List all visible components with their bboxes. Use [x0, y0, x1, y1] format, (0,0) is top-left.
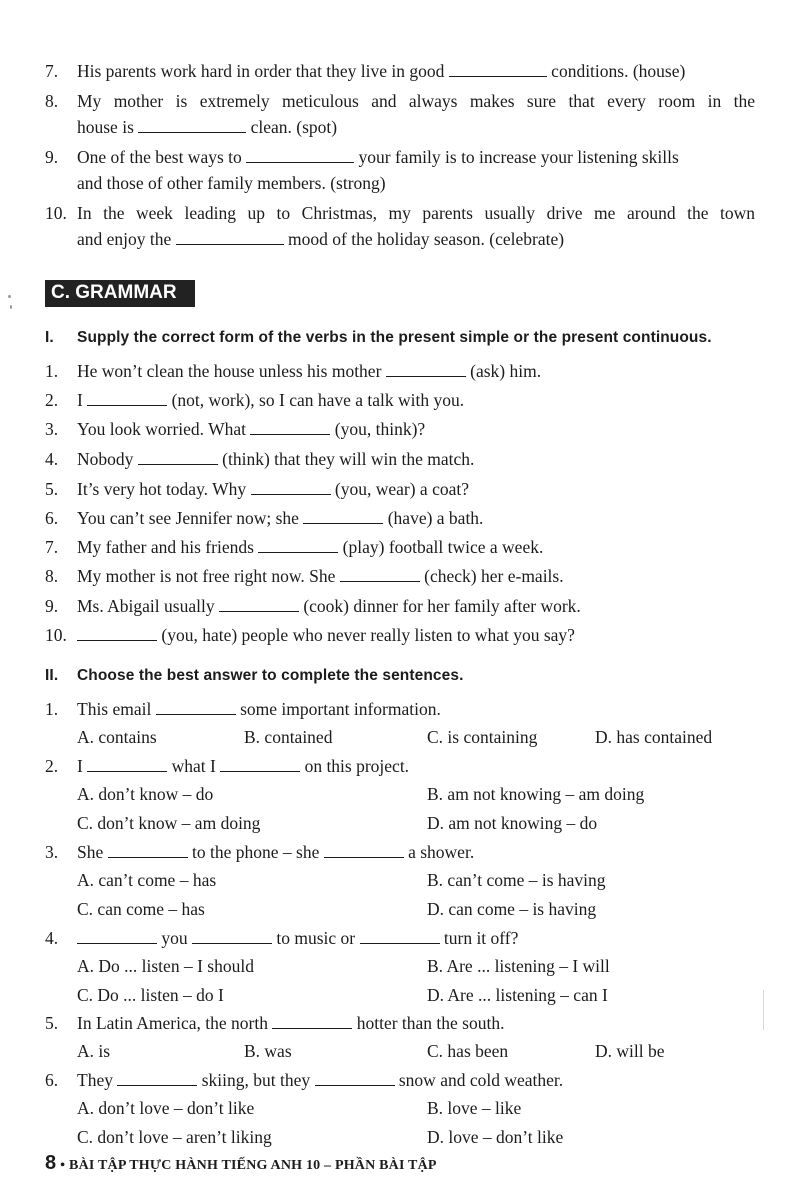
- item-text: (you, think)?: [334, 419, 426, 439]
- answer-option[interactable]: D. has contained: [595, 727, 713, 747]
- answer-option[interactable]: B. was: [244, 1041, 292, 1061]
- item-text: mood of the holiday season. (celebrate): [288, 229, 565, 249]
- item-text: on this project.: [304, 756, 410, 776]
- answer-option[interactable]: D. love – don’t like: [427, 1127, 564, 1147]
- answer-blank[interactable]: [272, 1014, 352, 1029]
- item-text: conditions. (house): [551, 61, 686, 81]
- item-text: (ask) him.: [470, 361, 542, 381]
- answer-option[interactable]: A. is: [77, 1041, 111, 1061]
- item-text: My father and his friends: [77, 537, 254, 557]
- item-text: what I: [171, 756, 216, 776]
- answer-blank[interactable]: [156, 700, 236, 715]
- item-number: 5.: [45, 1013, 59, 1033]
- item-text: I: [77, 390, 83, 410]
- item-number: 6.: [45, 1070, 59, 1090]
- item-text: You can’t see Jennifer now; she: [77, 508, 299, 528]
- answer-blank[interactable]: [108, 843, 188, 858]
- answer-option[interactable]: B. contained: [244, 727, 333, 747]
- item-text: you: [161, 928, 188, 948]
- scan-artifact-line: [763, 990, 764, 1030]
- item-text: to the phone – she: [192, 842, 320, 862]
- verb-item: [45, 505, 755, 531]
- item-text: My mother is not free right now. She: [77, 566, 336, 586]
- bullet: •: [60, 1158, 66, 1173]
- answer-option[interactable]: A. Do ... listen – I should: [77, 956, 254, 976]
- answer-blank[interactable]: [176, 230, 284, 245]
- item-number: 8.: [45, 91, 59, 111]
- answer-blank[interactable]: [77, 929, 157, 944]
- answer-blank[interactable]: [87, 757, 167, 772]
- answer-option[interactable]: A. contains: [77, 727, 157, 747]
- item-text: and enjoy the: [77, 229, 172, 249]
- item-number: 2.: [45, 756, 59, 776]
- answer-blank[interactable]: [386, 362, 466, 377]
- answer-blank[interactable]: [77, 626, 157, 641]
- answer-option[interactable]: B. am not knowing – am doing: [427, 784, 645, 804]
- verb-item: [45, 358, 755, 384]
- mcq-item: [45, 925, 755, 951]
- item-number: 6.: [45, 508, 59, 528]
- answer-option[interactable]: C. don’t love – aren’t liking: [77, 1127, 272, 1147]
- section-heading: C. GRAMMAR: [45, 280, 195, 306]
- answer-option[interactable]: D. can come – is having: [427, 899, 597, 919]
- mcq-item: [45, 1067, 755, 1093]
- item-number: 4.: [45, 928, 59, 948]
- verb-item: [45, 622, 755, 648]
- item-text: I: [77, 756, 83, 776]
- answer-blank[interactable]: [117, 1071, 197, 1086]
- answer-option[interactable]: A. can’t come – has: [77, 870, 217, 890]
- item-text: a shower.: [408, 842, 475, 862]
- item-text: She: [77, 842, 104, 862]
- item-text: In Latin America, the north: [77, 1013, 268, 1033]
- answer-option[interactable]: A. don’t know – do: [77, 784, 214, 804]
- scan-speck: [10, 305, 12, 309]
- heading-underline: [45, 305, 195, 307]
- item-text: hotter than the south.: [356, 1013, 505, 1033]
- answer-option[interactable]: C. can come – has: [77, 899, 205, 919]
- item-text: His parents work hard in order that they live in good: [77, 61, 445, 81]
- item-text: Ms. Abigail usually: [77, 596, 215, 616]
- verb-item: [45, 476, 755, 502]
- item-text: skiing, but they: [201, 1070, 311, 1090]
- item-text: In the week leading up to Christmas, my parents usually drive me around the town: [77, 203, 755, 223]
- item-text: (play) football twice a week.: [342, 537, 544, 557]
- part-number: II.: [45, 667, 59, 684]
- item-text: turn it off?: [443, 928, 519, 948]
- mcq-item: [45, 1010, 755, 1036]
- answer-blank[interactable]: [246, 148, 354, 163]
- item-text: You look worried. What: [77, 419, 247, 439]
- verb-item: [45, 593, 755, 619]
- scan-speck: [8, 295, 11, 298]
- item-number: 5.: [45, 479, 59, 499]
- item-text: Nobody: [77, 449, 134, 469]
- answer-blank[interactable]: [303, 509, 383, 524]
- answer-blank[interactable]: [315, 1071, 395, 1086]
- vocab-item: [45, 88, 755, 140]
- instruction-text: Supply the correct form of the verbs in the present simple or the present continuous.: [77, 329, 712, 346]
- item-text: (you, wear) a coat?: [334, 479, 469, 499]
- item-number: 3.: [45, 842, 59, 862]
- answer-blank[interactable]: [87, 391, 167, 406]
- part-instruction: [45, 328, 765, 348]
- item-number: 9.: [45, 147, 59, 167]
- item-text: One of the best ways to: [77, 147, 242, 167]
- item-text: house is: [77, 117, 134, 137]
- mcq-item: [45, 839, 755, 865]
- item-text: some important information.: [240, 699, 441, 719]
- answer-option[interactable]: B. love – like: [427, 1098, 522, 1118]
- item-number: 4.: [45, 449, 59, 469]
- item-number: 10.: [45, 203, 67, 223]
- item-number: 3.: [45, 419, 59, 439]
- item-number: 1.: [45, 361, 59, 381]
- item-text: It’s very hot today. Why: [77, 479, 247, 499]
- mcq-item: [45, 753, 755, 779]
- item-text: He won’t clean the house unless his mother: [77, 361, 382, 381]
- verb-item: [45, 387, 755, 413]
- answer-option[interactable]: C. don’t know – am doing: [77, 813, 261, 833]
- part-instruction: [45, 666, 765, 686]
- item-number: 7.: [45, 537, 59, 557]
- mcq-item: [45, 696, 755, 722]
- answer-blank[interactable]: [449, 62, 547, 77]
- item-number: 10.: [45, 625, 67, 645]
- verb-item: [45, 534, 755, 560]
- item-text: (cook) dinner for her family after work.: [303, 596, 581, 616]
- answer-blank[interactable]: [258, 538, 338, 553]
- item-text: and those of other family members. (strong): [77, 173, 386, 193]
- item-text: your family is to increase your listening skills: [358, 147, 679, 167]
- answer-blank[interactable]: [251, 480, 331, 495]
- page-footer: [45, 1152, 437, 1175]
- item-number: 2.: [45, 390, 59, 410]
- verb-item: [45, 563, 755, 589]
- item-number: 8.: [45, 566, 59, 586]
- answer-option[interactable]: D. am not knowing – do: [427, 813, 598, 833]
- item-text: (not, work), so I can have a talk with you.: [171, 390, 465, 410]
- item-text: My mother is extremely meticulous and always makes sure that every room in the: [77, 91, 755, 111]
- item-text: (you, hate) people who never really listen to what you say?: [161, 625, 575, 645]
- vocab-item: [45, 200, 755, 252]
- vocab-item: [45, 58, 755, 84]
- answer-option[interactable]: A. don’t love – don’t like: [77, 1098, 255, 1118]
- item-text: This email: [77, 699, 152, 719]
- answer-blank[interactable]: [220, 757, 300, 772]
- answer-option[interactable]: D. Are ... listening – can I: [427, 985, 608, 1005]
- item-text: snow and cold weather.: [398, 1070, 564, 1090]
- vocab-item: [45, 144, 755, 196]
- answer-option[interactable]: C. is containing: [427, 727, 538, 747]
- answer-blank[interactable]: [250, 420, 330, 435]
- item-text: to music or: [276, 928, 356, 948]
- item-text: (think) that they will win the match.: [222, 449, 475, 469]
- item-number: 9.: [45, 596, 59, 616]
- answer-blank[interactable]: [324, 843, 404, 858]
- item-text: (have) a bath.: [387, 508, 484, 528]
- answer-blank[interactable]: [192, 929, 272, 944]
- verb-item: [45, 416, 755, 442]
- page-number: 8: [45, 1152, 57, 1174]
- answer-blank[interactable]: [340, 567, 420, 582]
- answer-option[interactable]: C. has been: [427, 1041, 509, 1061]
- answer-option[interactable]: D. will be: [595, 1041, 665, 1061]
- item-text: clean. (spot): [250, 117, 338, 137]
- verb-item: [45, 446, 755, 472]
- part-number: I.: [45, 329, 54, 346]
- answer-blank[interactable]: [138, 450, 218, 465]
- instruction-text: Choose the best answer to complete the sentences.: [77, 667, 464, 684]
- item-text: They: [77, 1070, 113, 1090]
- item-number: 7.: [45, 61, 59, 81]
- answer-blank[interactable]: [360, 929, 440, 944]
- answer-option[interactable]: C. Do ... listen – do I: [77, 985, 224, 1005]
- answer-option[interactable]: B. Are ... listening – I will: [427, 956, 610, 976]
- item-text: (check) her e-mails.: [424, 566, 564, 586]
- answer-blank[interactable]: [219, 597, 299, 612]
- answer-blank[interactable]: [138, 118, 246, 133]
- answer-option[interactable]: B. can’t come – is having: [427, 870, 606, 890]
- item-number: 1.: [45, 699, 59, 719]
- book-title: BÀI TẬP THỰC HÀNH TIẾNG ANH 10 – PHẦN BÀI TẬP: [69, 1158, 437, 1173]
